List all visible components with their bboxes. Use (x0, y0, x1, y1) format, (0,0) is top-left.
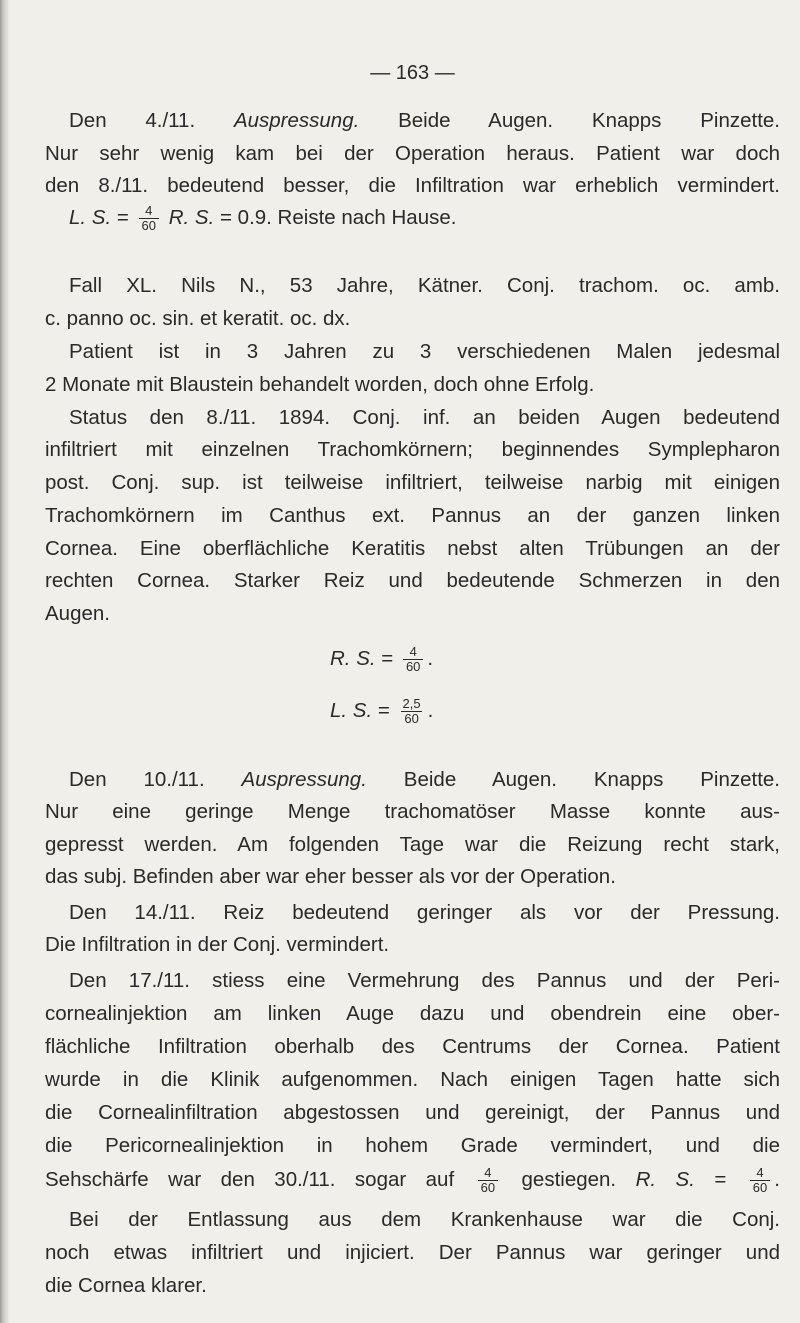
p7-line: Den 17./11. stiess eine Vermehrung des Pannus und der Peri- (69, 969, 780, 992)
p4-line: infiltriert mit einzelnen Trachomkörnern; beginnendes Symplepharon (45, 438, 780, 461)
book-page (45, 0, 780, 1323)
equation-left-eye: L. S. = $\frac{2,5}{60}$ . (330, 696, 434, 726)
p8-line-3: die Cornea klarer. (45, 1274, 207, 1297)
p7-line: wurde in die Klinik aufgenommen. Nach einigen Tagen hatte sich (45, 1068, 780, 1091)
p3-line-1: Patient ist in 3 Jahren zu 3 verschiedenen Malen jedesmal (69, 340, 780, 363)
text: Beide Augen. Knapps Pinzette. (403, 768, 780, 791)
p1-line-2: Nur sehr wenig kam bei der Operation heraus. Patient war doch (45, 142, 780, 165)
p1-line-1 (45, 108, 780, 135)
p8-line-2: noch etwas infiltriert und injiciert. Der Pannus war geringer und (45, 1241, 780, 1264)
p2-line-2: c. panno oc. sin. et keratit. oc. dx. (45, 307, 351, 330)
p4-line: rechten Cornea. Starker Reiz und bedeutende Schmerzen in den (45, 569, 780, 592)
procedure-term: Auspressung. (241, 768, 367, 791)
p2-line-1: Fall XL. Nils N., 53 Jahre, Kätner. Conj. trachom. oc. amb. (69, 274, 780, 297)
date: Den 10./11. (69, 768, 205, 791)
left-eye-label: L. S. (69, 205, 112, 229)
p7-line: flächliche Infiltration oberhalb des Centrums der Cornea. Patient (45, 1035, 780, 1058)
p5-line-2: Nur eine geringe Menge trachomatöser Masse konnte aus- (45, 800, 780, 823)
fraction: $\frac{4}{60}$ (403, 645, 423, 674)
p8-line-1: Bei der Entlassung aus dem Krankenhause war die Conj. (69, 1208, 780, 1231)
p4-line: Status den 8./11. 1894. Conj. inf. an beiden Augen bedeutend (69, 406, 780, 429)
book-spine-shadow (0, 0, 10, 1323)
p4-line: post. Conj. sup. ist teilweise infiltriert, teilweise narbig mit einigen (45, 471, 780, 494)
p6-line-1: Den 14./11. Reiz bedeutend geringer als vor der Pressung. (69, 901, 780, 924)
p7-line: die Cornealinfiltration abgestossen und gereinigt, der Pannus und (45, 1101, 780, 1124)
text: Beide Augen. Knapps Pinzette. (398, 109, 780, 132)
p7-line-last: Sehschärfe war den 30./11. sogar auf $\frac{4}{60}$ gestiegen. R. S. = $\frac{4}{60}$ . (45, 1165, 780, 1195)
p5-line-3: gepresst werden. Am folgenden Tage war die Reizung recht stark, (45, 833, 780, 856)
p3-line-2: 2 Monate mit Blaustein behandelt worden, doch ohne Erfolg. (45, 373, 595, 396)
procedure-term: Auspressung. (233, 109, 360, 132)
fraction: $\frac{2,5}{60}$ (402, 696, 421, 726)
p7-line: cornealinjektion am linken Auge dazu und obendrein eine ober- (45, 1002, 780, 1025)
p5-line-1 (45, 767, 780, 794)
page-number: — 163 — (370, 62, 455, 84)
equation-right-eye: R. S. = $\frac{4}{60}$ . (330, 644, 434, 674)
fraction: $\frac{4}{60}$ (750, 1166, 770, 1195)
fraction: $\frac{4}{60}$ (478, 1166, 498, 1195)
p4-line-last: Augen. (45, 602, 110, 625)
p7-line: die Pericornealinjektion in hohem Grade vermindert, und die (45, 1134, 780, 1157)
p4-line: Cornea. Eine oberflächliche Keratitis nebst alten Trübungen an der (45, 537, 780, 560)
date: Den 4./11. (69, 109, 196, 132)
p1-line-3: den 8./11. bedeutend besser, die Infiltration war erheblich vermindert. (45, 174, 780, 197)
text: = 0.9. Reiste nach Hause. (220, 205, 457, 229)
p1-visus-line: L. S. = $\frac{4}{60}$ R. S. = 0.9. Reiste nach Hause. (69, 203, 457, 233)
p4-line: Trachomkörnern im Canthus ext. Pannus an der ganzen linken (45, 504, 780, 527)
p5-line-4: das subj. Befinden aber war eher besser als vor der Operation. (45, 865, 616, 888)
p6-line-2: Die Infiltration in der Conj. vermindert. (45, 933, 390, 956)
right-eye-label: R. S. (168, 205, 215, 229)
fraction: $\frac{4}{60}$ (139, 204, 159, 233)
